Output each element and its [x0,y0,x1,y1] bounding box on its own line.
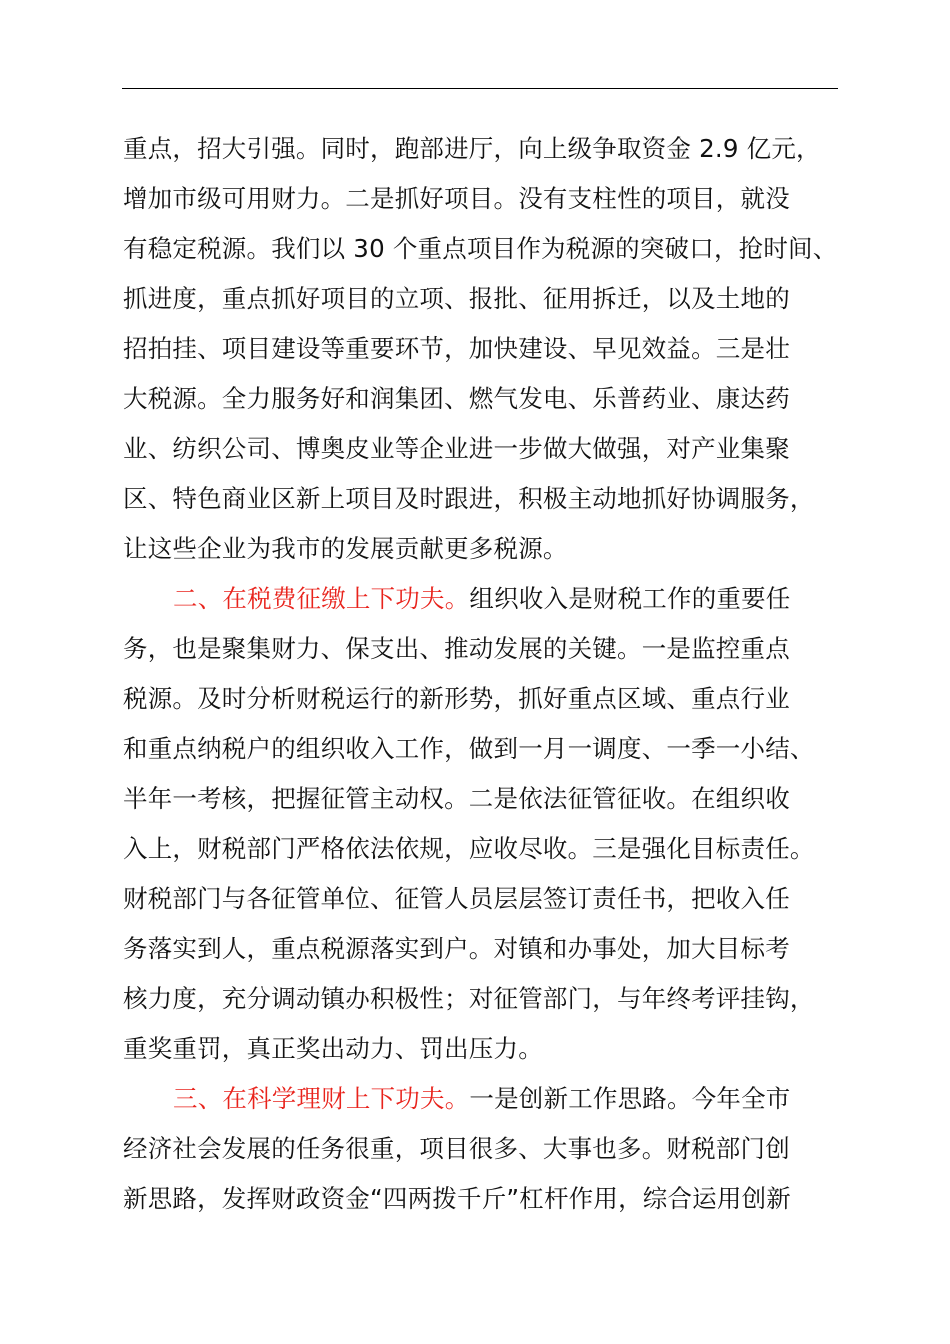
text-line: 大税源。全力服务好和润集团、燃气发电、乐普药业、康达药 [123,384,790,413]
text-line: 重点，招大引强。同时，跑部进厅，向上级争取资金 2.9 亿元， [123,134,821,163]
text-line: 财税部门与各征管单位、征管人员层层签订责任书，把收入任 [123,884,790,913]
text-line: 招拍挂、项目建设等重要环节，加快建设、早见效益。三是壮 [123,334,790,363]
body-text [123,124,863,1224]
section-first-line [123,1074,863,1124]
text-line: 有稳定税源。我们以 30 个重点项目作为税源的突破口，抢时间、 [123,234,838,263]
header-rule [122,88,838,89]
section-heading: 二、在税费征缴上下功夫。 [173,584,470,613]
text-line: 增加市级可用财力。二是抓好项目。没有支柱性的项目，就没 [123,184,790,213]
section-heading: 三、在科学理财上下功夫。 [173,1084,470,1113]
text-line: 经济社会发展的任务很重，项目很多、大事也多。财税部门创 [123,1134,790,1163]
text-line: 务，也是聚集财力、保支出、推动发展的关键。一是监控重点 [123,634,790,663]
text-line: 半年一考核，把握征管主动权。二是依法征管征收。在组织收 [123,784,790,813]
text-line: 新思路，发挥财政资金“四两拨千斤”杠杆作用，综合运用创新 [123,1184,791,1213]
text-line: 区、特色商业区新上项目及时跟进，积极主动地抓好协调服务， [123,484,815,513]
section-first-line [123,574,863,624]
text-line: 业、纺织公司、博奥皮业等企业进一步做大做强，对产业集聚 [123,434,790,463]
section-first-line-text: 一是创新工作思路。今年全市 [469,1084,791,1113]
text-line: 让这些企业为我市的发展贡献更多税源。 [123,534,568,563]
text-line: 和重点纳税户的组织收入工作，做到一月一调度、一季一小结、 [123,734,815,763]
text-line: 重奖重罚，真正奖出动力、罚出压力。 [123,1034,543,1063]
text-line: 税源。及时分析财税运行的新形势，抓好重点区域、重点行业 [123,684,790,713]
text-line: 入上，财税部门严格依法依规，应收尽收。三是强化目标责任。 [123,834,815,863]
text-line: 核力度，充分调动镇办积极性；对征管部门，与年终考评挂钩， [123,984,815,1013]
text-line: 抓进度，重点抓好项目的立项、报批、征用拆迁，以及土地的 [123,284,790,313]
text-line: 务落实到人，重点税源落实到户。对镇和办事处，加大目标考 [123,934,790,963]
section-first-line-text: 组织收入是财税工作的重要任 [469,584,791,613]
